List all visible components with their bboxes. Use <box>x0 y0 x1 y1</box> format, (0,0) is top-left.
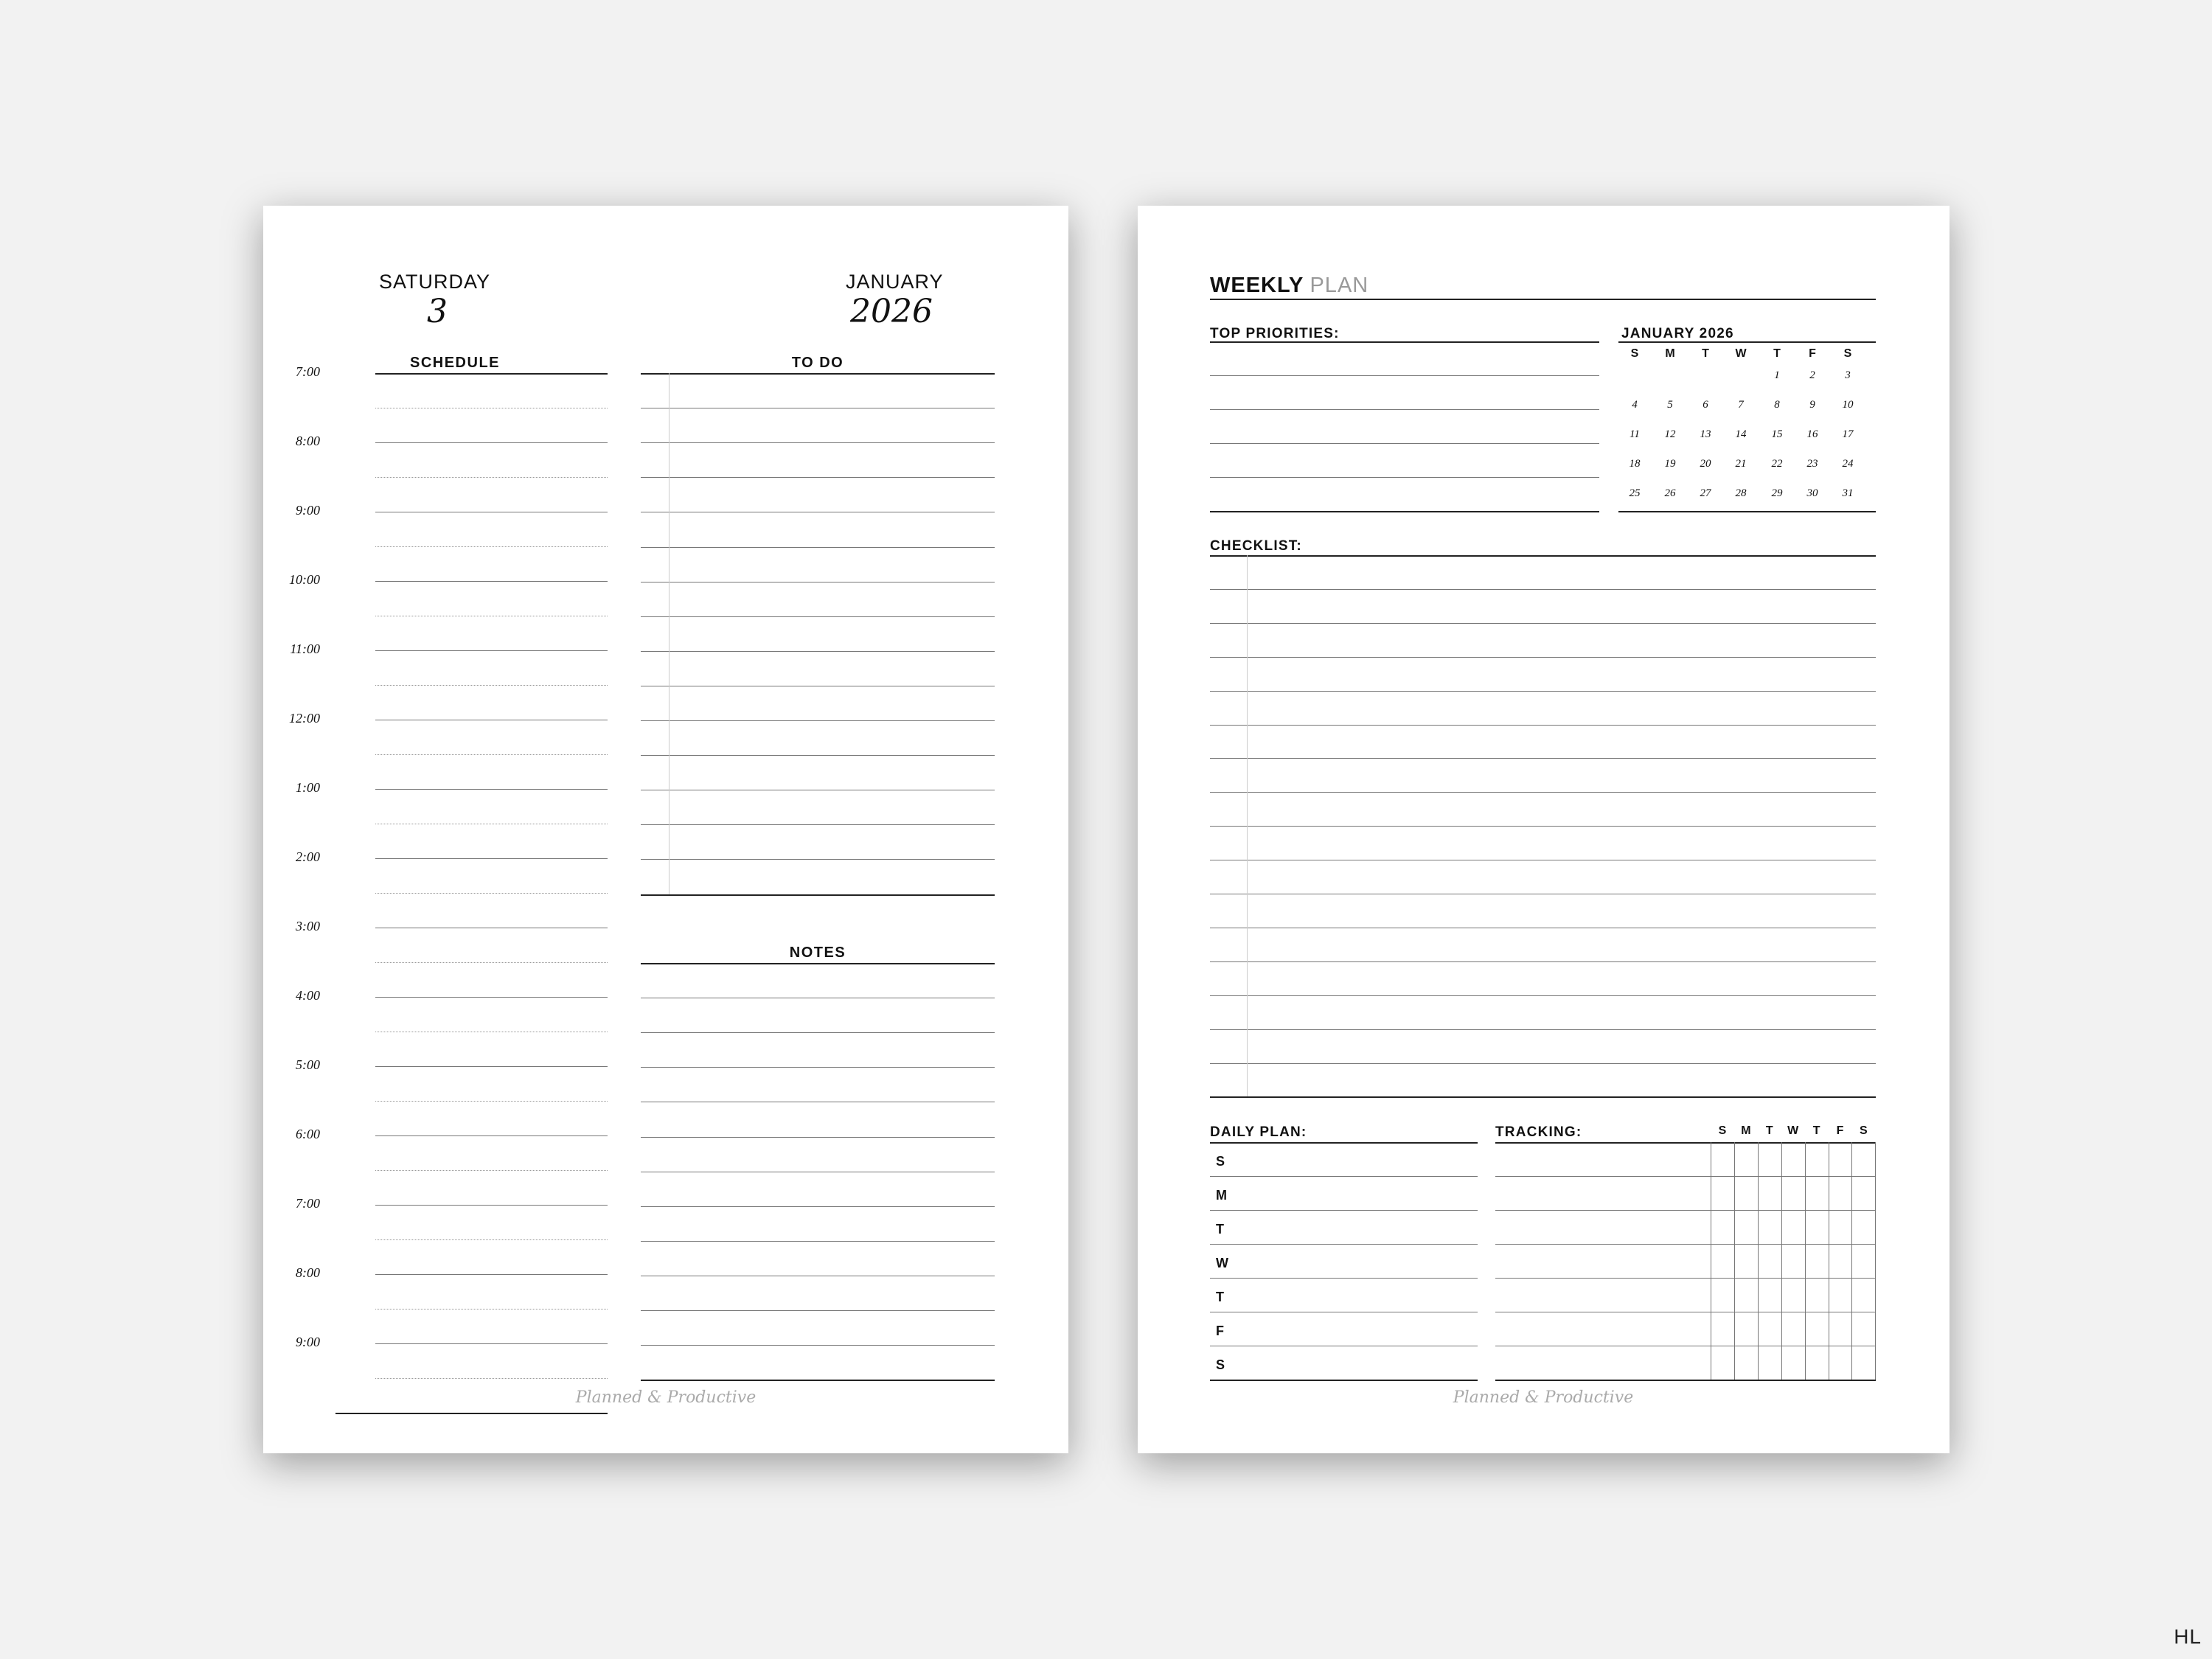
year: 2026 <box>850 293 933 330</box>
tracking-weekday-header: T <box>1765 1124 1773 1137</box>
weekly-page <box>1138 206 1950 1453</box>
checklist-checkbox-margin <box>1247 555 1248 1096</box>
priority-line <box>1210 409 1599 410</box>
calendar-day: 23 <box>1806 458 1818 470</box>
priority-line <box>1210 511 1599 512</box>
tracking-weekday-header: S <box>1718 1124 1727 1137</box>
schedule-half-hour-line <box>375 546 608 547</box>
priority-line <box>1210 341 1599 343</box>
schedule-hour-line <box>375 1205 608 1206</box>
schedule-hour-line <box>375 1274 608 1275</box>
schedule-hour-line <box>375 373 608 375</box>
schedule-half-hour-line <box>375 962 608 963</box>
daily-plan-line <box>1210 1142 1478 1144</box>
todo-line <box>641 894 995 896</box>
weekly-title <box>1210 274 1368 298</box>
todo-line <box>641 824 995 825</box>
calendar-day: 8 <box>1774 399 1780 411</box>
checklist-label: CHECKLIST: <box>1210 538 1302 554</box>
calendar-day: 27 <box>1700 487 1711 499</box>
tracking-row-line <box>1495 1210 1876 1211</box>
calendar-day: 17 <box>1842 428 1854 440</box>
schedule-time-label: 7:00 <box>296 1196 320 1211</box>
todo-line <box>641 442 995 443</box>
calendar-day: 7 <box>1738 399 1744 411</box>
daily-plan-line <box>1210 1278 1478 1279</box>
schedule-half-hour-line <box>375 1170 608 1171</box>
checklist-line <box>1210 1096 1876 1098</box>
checklist-line <box>1210 589 1876 590</box>
schedule-time-label: 8:00 <box>296 434 320 448</box>
calendar-day: 22 <box>1771 458 1783 470</box>
calendar-title: JANUARY 2026 <box>1621 326 1734 341</box>
calendar-weekday-header: M <box>1665 347 1675 360</box>
schedule-half-hour-line <box>375 477 608 478</box>
tracking-row-line <box>1495 1142 1876 1144</box>
todo-line <box>641 477 995 478</box>
daily-plan-day-label: F <box>1216 1324 1224 1338</box>
schedule-hour-line <box>375 581 608 582</box>
calendar-weekday-header: W <box>1735 347 1747 360</box>
tracking-column-line <box>1781 1142 1782 1380</box>
calendar-day: 11 <box>1630 428 1640 440</box>
calendar-day: 29 <box>1771 487 1783 499</box>
schedule-hour-line <box>375 997 608 998</box>
checklist-line <box>1210 792 1876 793</box>
schedule-time-label: 7:00 <box>296 364 320 379</box>
tracking-weekday-header: F <box>1836 1124 1844 1137</box>
calendar-day: 26 <box>1664 487 1676 499</box>
schedule-half-hour-line <box>375 1239 608 1240</box>
tracking-weekday-header: M <box>1741 1124 1751 1137</box>
calendar-rule-bottom <box>1618 511 1876 512</box>
todo-line <box>641 720 995 721</box>
todo-line <box>641 755 995 756</box>
tracking-column-line <box>1805 1142 1806 1380</box>
daily-plan-day-label: W <box>1216 1256 1228 1270</box>
daily-plan-day-label: S <box>1216 1357 1225 1372</box>
day-number: 3 <box>427 293 448 330</box>
schedule-hour-line <box>375 650 608 651</box>
notes-title: NOTES <box>789 945 846 961</box>
schedule-half-hour-line <box>375 1101 608 1102</box>
checklist-line <box>1210 725 1876 726</box>
notes-line <box>641 963 995 964</box>
schedule-time-label: 12:00 <box>289 711 320 726</box>
notes-line <box>641 1241 995 1242</box>
notes-line <box>641 1032 995 1033</box>
calendar-weekday-header: F <box>1809 347 1816 360</box>
schedule-hour-line <box>375 1343 608 1344</box>
daily-plan-line <box>1210 1210 1478 1211</box>
calendar-rule-top <box>1618 341 1876 343</box>
checklist-line <box>1210 623 1876 624</box>
schedule-time-label: 9:00 <box>296 1335 320 1349</box>
schedule-time-label: 10:00 <box>289 572 320 587</box>
notes-line <box>641 1310 995 1311</box>
daily-plan-bottom-rule <box>1210 1380 1478 1381</box>
schedule-half-hour-line <box>375 893 608 894</box>
schedule-time-label: 11:00 <box>290 641 320 656</box>
checklist-line <box>1210 657 1876 658</box>
schedule-time-label: 2:00 <box>296 849 320 864</box>
checklist-line <box>1210 758 1876 759</box>
schedule-time-label: 8:00 <box>296 1265 320 1280</box>
calendar-day: 25 <box>1629 487 1641 499</box>
schedule-half-hour-line <box>375 1309 608 1310</box>
checklist-line <box>1210 555 1876 557</box>
todo-line <box>641 547 995 548</box>
weekly-title-light: PLAN <box>1310 274 1369 297</box>
schedule-title: SCHEDULE <box>409 355 500 371</box>
tracking-weekday-header: W <box>1787 1124 1799 1137</box>
calendar-day: 3 <box>1845 369 1851 381</box>
priority-line <box>1210 375 1599 376</box>
daily-plan-day-label: S <box>1216 1154 1225 1169</box>
notes-line <box>641 1206 995 1207</box>
notes-line <box>641 1380 995 1381</box>
notes-line <box>641 1137 995 1138</box>
daily-plan-line <box>1210 1244 1478 1245</box>
calendar-day: 5 <box>1667 399 1673 411</box>
schedule-half-hour-line <box>375 1378 608 1379</box>
calendar-day: 6 <box>1703 399 1708 411</box>
calendar-day: 18 <box>1629 458 1641 470</box>
daily-plan-label: DAILY PLAN: <box>1210 1124 1307 1140</box>
month-name: JANUARY <box>846 271 944 293</box>
tracking-column-line <box>1875 1142 1876 1380</box>
schedule-hour-line <box>375 442 608 443</box>
calendar-day: 4 <box>1632 399 1638 411</box>
tracking-row-line <box>1495 1244 1876 1245</box>
schedule-hour-line <box>375 1135 608 1136</box>
checklist-line <box>1210 1063 1876 1064</box>
tracking-row-line <box>1495 1380 1876 1381</box>
calendar-day: 30 <box>1806 487 1818 499</box>
tracking-column-line <box>1734 1142 1735 1380</box>
daily-plan-line <box>1210 1176 1478 1177</box>
calendar-day: 24 <box>1842 458 1854 470</box>
weekly-title-bold: WEEKLY <box>1210 274 1304 297</box>
todo-line <box>641 373 995 375</box>
tracking-weekday-header: S <box>1860 1124 1868 1137</box>
schedule-time-label: 9:00 <box>296 503 320 518</box>
tracking-column-line <box>1758 1142 1759 1380</box>
schedule-hour-line <box>375 1066 608 1067</box>
schedule-bottom-rule <box>335 1413 608 1414</box>
calendar-day: 31 <box>1842 487 1854 499</box>
schedule-half-hour-line <box>375 754 608 755</box>
day-name: SATURDAY <box>379 271 491 293</box>
checklist-line <box>1210 961 1876 962</box>
todo-line <box>641 651 995 652</box>
calendar-day: 28 <box>1735 487 1747 499</box>
schedule-time-label: 5:00 <box>296 1057 320 1072</box>
todo-title: TO DO <box>791 355 844 371</box>
schedule-time-label: 6:00 <box>296 1127 320 1141</box>
calendar-day: 16 <box>1806 428 1818 440</box>
title-rule <box>1210 299 1876 300</box>
calendar-day: 9 <box>1809 399 1815 411</box>
tracking-row-line <box>1495 1278 1876 1279</box>
calendar-weekday-header: T <box>1773 347 1781 360</box>
schedule-time-label: 4:00 <box>296 988 320 1003</box>
calendar-day: 21 <box>1735 458 1747 470</box>
calendar-day: 10 <box>1842 399 1854 411</box>
schedule-time-label: 3:00 <box>296 919 320 933</box>
calendar-weekday-header: S <box>1843 347 1852 360</box>
tracking-weekday-header: T <box>1812 1124 1820 1137</box>
calendar-day: 14 <box>1735 428 1747 440</box>
calendar-day: 13 <box>1700 428 1711 440</box>
priority-line <box>1210 443 1599 444</box>
checklist-line <box>1210 1029 1876 1030</box>
calendar-day: 20 <box>1700 458 1711 470</box>
brand-logo: Planned & Productive <box>1453 1388 1634 1407</box>
calendar-day: 1 <box>1774 369 1780 381</box>
todo-line <box>641 859 995 860</box>
schedule-time-label: 1:00 <box>296 780 320 795</box>
daily-plan-day-label: M <box>1216 1188 1227 1203</box>
schedule-half-hour-line <box>375 685 608 686</box>
checklist-line <box>1210 691 1876 692</box>
brand-logo: Planned & Productive <box>575 1388 757 1407</box>
priority-line <box>1210 477 1599 478</box>
calendar-weekday-header: S <box>1630 347 1639 360</box>
checklist-line <box>1210 826 1876 827</box>
calendar-weekday-header: T <box>1702 347 1709 360</box>
daily-plan-day-label: T <box>1216 1290 1224 1304</box>
top-priorities-label: TOP PRIORITIES: <box>1210 326 1340 341</box>
daily-plan-day-label: T <box>1216 1222 1224 1237</box>
calendar-day: 12 <box>1664 428 1676 440</box>
schedule-hour-line <box>375 789 608 790</box>
calendar-day: 19 <box>1664 458 1676 470</box>
tracking-row-line <box>1495 1176 1876 1177</box>
schedule-hour-line <box>375 858 608 859</box>
watermark: HL <box>2174 1625 2202 1648</box>
checklist-line <box>1210 995 1876 996</box>
calendar-day: 2 <box>1809 369 1815 381</box>
daily-page <box>263 206 1068 1453</box>
notes-line <box>641 1067 995 1068</box>
tracking-label: TRACKING: <box>1495 1124 1582 1140</box>
todo-line <box>641 616 995 617</box>
tracking-column-line <box>1851 1142 1852 1380</box>
calendar-day: 15 <box>1771 428 1783 440</box>
notes-line <box>641 1345 995 1346</box>
